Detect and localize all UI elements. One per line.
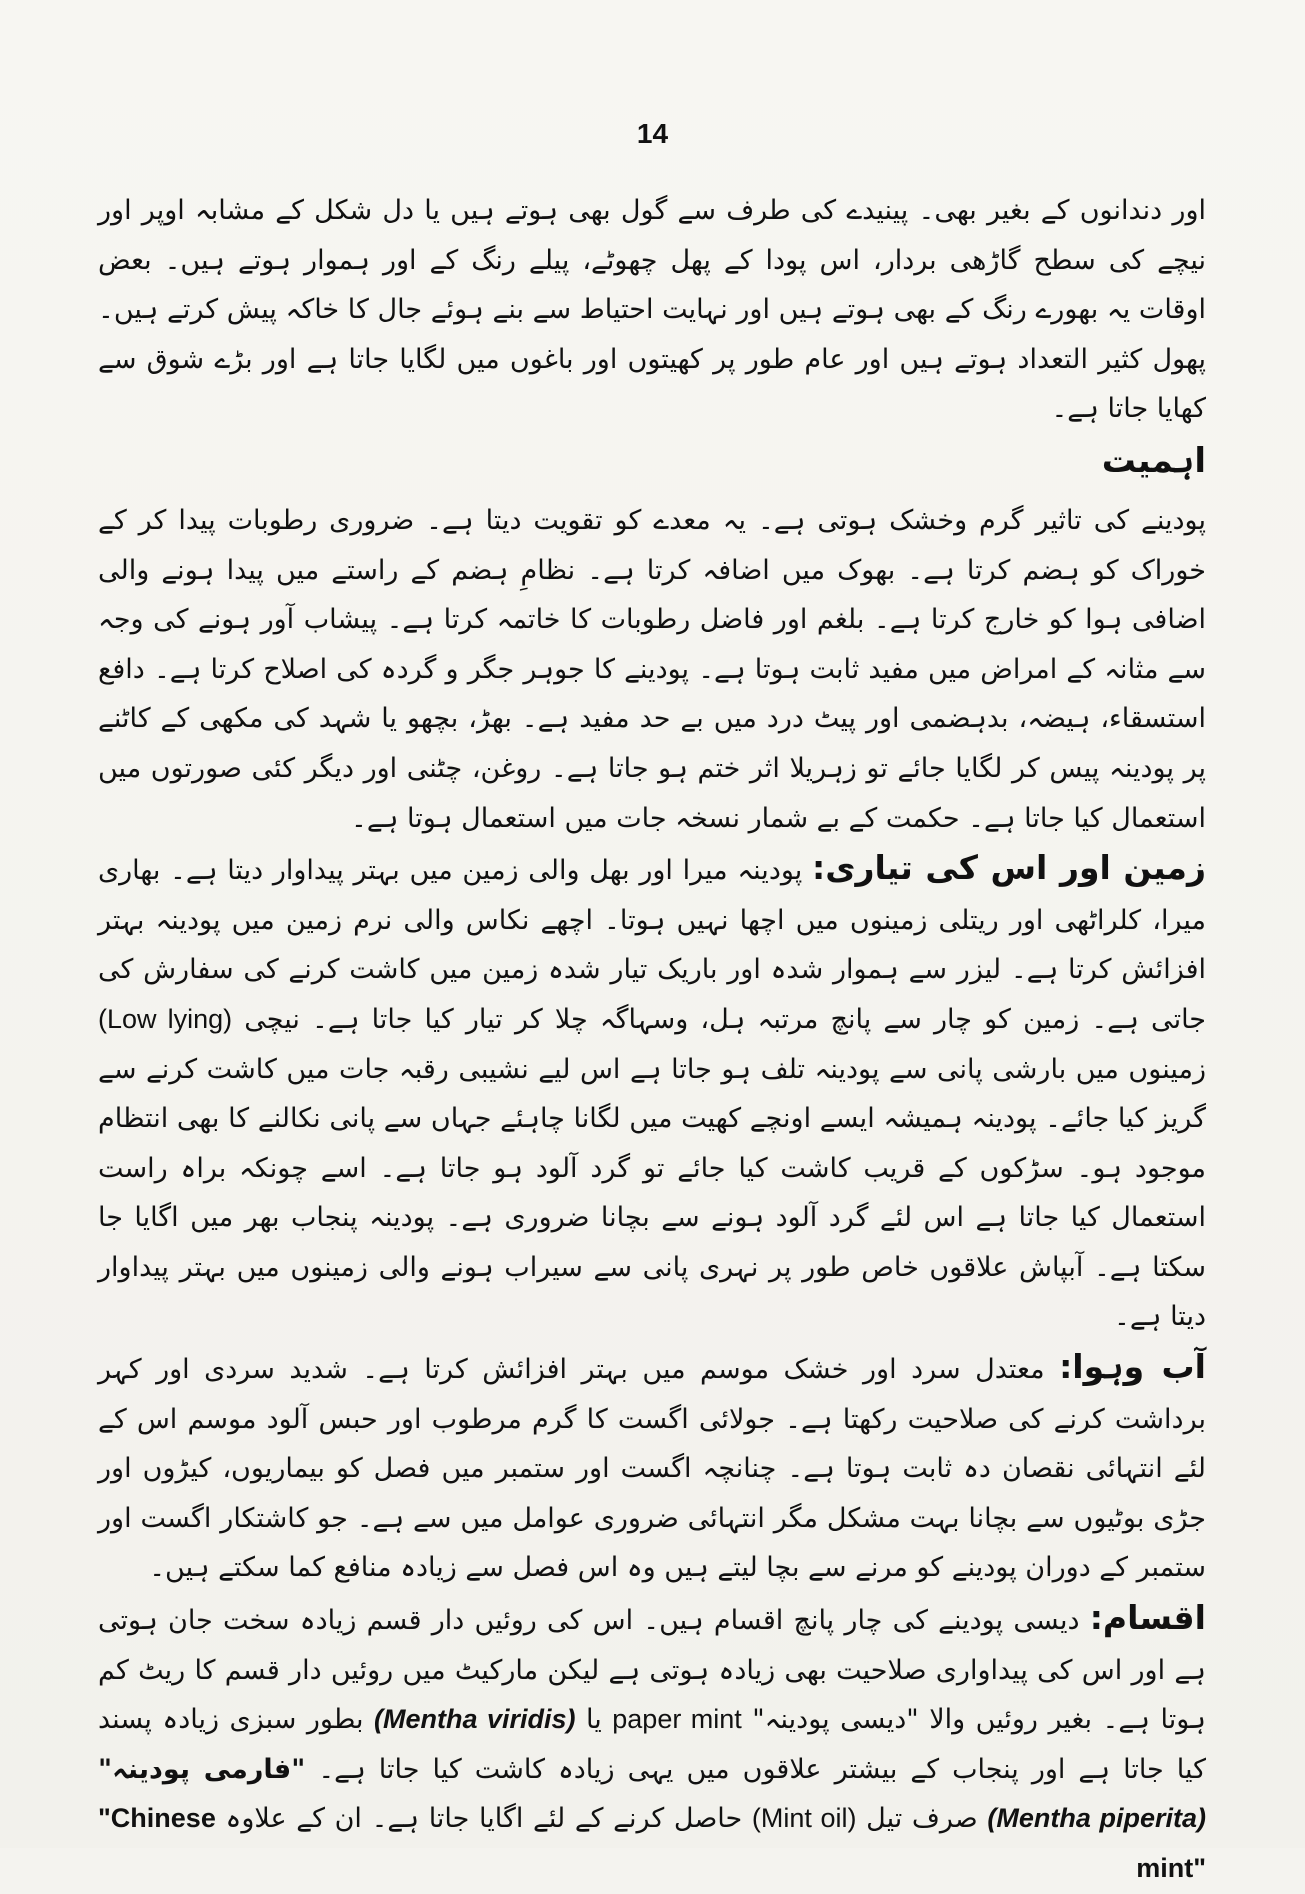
- varieties-paragraph: [98, 1593, 1206, 1894]
- climate-paragraph: [98, 1342, 1206, 1593]
- section-heading-importance: اہمیت: [1101, 440, 1206, 481]
- intro-paragraph: اور دندانوں کے بغیر بھی۔ پینیدے کی طرف سے گول بھی ہوتے ہیں یا دل شکل کے مشابہ اوپر اور نیچے کی سطح گاڑھی بردار، اس پودا کے پھل چھوٹے، پیلے رنگ کے اور ہموار ہوتے ہیں۔ بعض اوقات یہ بھورے رنگ کے بھی ہوتے ہیں اور نہایت احتیاط سے بنے ہوئے جال کا خاکہ پیش کرتے ہیں۔ پھول کثیر التعداد ہوتے ہیں اور عام طور پر کھیتوں اور باغوں میں لگایا جاتا ہے اور بڑے شوق سے کھایا جاتا ہے۔: [98, 195, 1206, 425]
- varieties-text-4: حاصل کرنے کے لئے اگایا جاتا ہے۔ ان کے علاوہ: [225, 1803, 743, 1835]
- soil-english-term: (Low lying): [98, 1003, 233, 1034]
- paper-mint-term: paper mint: [612, 1704, 742, 1735]
- soil-text-2: زمینوں میں بارشی پانی سے پودینہ تلف ہو جاتا ہے اس لیے نشیبی رقبہ جات میں کاشت کرنے سے گریز کیا جائے۔ پودینہ ہمیشہ ایسے اونچے کھیت میں لگانا چاہئے جہاں سے پانی نکالنے کا بھی انتظام موجود ہو۔ سڑکوں کے قریب کاشت کیا جائے تو گرد آلود ہو جاتا ہے۔ اسے چونکہ براہ راست استعمال کیا جاتا ہے اس لئے گرد آلود ہونے سے بچانا ضروری ہے۔ پودینہ پنجاب بھر میں اگایا جا سکتا ہے۔ آبپاش علاقوں خاص طور پر نہری پانی سے سیراب ہونے والی زمینوں میں بہتر پیداوار دیتا ہے۔: [98, 1053, 1206, 1333]
- varieties-or: یا: [586, 1704, 602, 1736]
- page-content: [98, 186, 1206, 1894]
- mint-oil-term: (Mint oil): [751, 1803, 857, 1834]
- soil-paragraph: [98, 843, 1206, 1342]
- varieties-heading: اقسام:: [1089, 1598, 1206, 1638]
- climate-heading: آب وہوا:: [1059, 1347, 1206, 1387]
- chinese-mint-term: "Chinese mint": [98, 1803, 1206, 1883]
- varieties-text-2: بطور سبزی زیادہ پسند کیا جاتا ہے اور پنجاب کے بیشتر علاقوں میں یہی زیادہ کاشت کیا جاتا ہے۔: [98, 1704, 1206, 1785]
- climate-text: معتدل سرد اور خشک موسم میں بہتر افزائش کرتا ہے۔ شدید سردی اور کہر برداشت کرنے کی صلاحیت رکھتا ہے۔ جولائی اگست کا گرم مرطوب اور حبس آلود موسم اس کے لئے انتہائی نقصان دہ ثابت ہوتا ہے۔ چنانچہ اگست اور ستمبر میں فصل کو بیماریوں، کیڑوں اور جڑی بوٹیوں سے بچانا بہت مشکل مگر انتہائی ضروری عوامل میں سے ہے۔ جو کاشتکار اگست اور ستمبر کے دوران پودینے کو مرنے سے بچا لیتے ہیں وہ اس فصل سے زیادہ منافع کما سکتے ہیں۔: [98, 1354, 1206, 1584]
- soil-heading: زمین اور اس کی تیاری:: [812, 848, 1206, 888]
- mentha-piperita-term: (Mentha piperita): [987, 1803, 1207, 1834]
- soil-text-1: پودینہ میرا اور بھل والی زمین میں بہتر پیداوار دیتا ہے۔ بھاری میرا، کلراٹھی اور ریتلی زمینوں میں اچھا نہیں ہوتا۔ اچھے نکاس والی نرم زمین میں پودینہ بہتر افزائش کرتا ہے۔ لیزر سے ہموار شدہ اور باریک تیار شدہ زمین میں کاشت کرنے کی سفارش کی جاتی ہے۔ زمین کو چار سے پانچ مرتبہ ہل، وسہاگہ چلا کر تیار کیا جاتا ہے۔ نیچی: [98, 855, 1206, 1035]
- farmi-pudina-label: "فارمی پودینہ": [98, 1753, 306, 1785]
- mentha-viridis-term: (Mentha viridis): [374, 1704, 576, 1735]
- page-number: 14: [636, 118, 669, 149]
- varieties-text-1: دیسی پودینے کی چار پانچ اقسام ہیں۔ اس کی روئیں دار قسم زیادہ سخت جان ہوتی ہے اور اس کی پیداواری صلاحیت بھی زیادہ ہوتی ہے لیکن مارکیٹ میں روئیں دار قسم کا ریٹ کم ہوتا ہے۔ بغیر روئیں والا "دیسی پودینہ": [98, 1605, 1207, 1736]
- varieties-text-3: صرف تیل: [866, 1803, 978, 1835]
- importance-paragraph: پودینے کی تاثیر گرم وخشک ہوتی ہے۔ یہ معدے کو تقویت دیتا ہے۔ ضروری رطوبات پیدا کر کے خوراک کو ہضم کرتا ہے۔ بھوک میں اضافہ کرتا ہے۔ نظامِ ہضم کے راستے میں پیدا ہونے والی اضافی ہوا کو خارج کرتا ہے۔ بلغم اور فاضل رطوبات کا خاتمہ کرتا ہے۔ پیشاب آور ہونے کی وجہ سے مثانہ کے امراض میں مفید ثابت ہوتا ہے۔ پودینے کا جوہر جگر و گردہ کی اصلاح کرتا ہے۔ دافع استسقاء، ہیضہ، بدہضمی اور پیٹ درد میں بے حد مفید ہے۔ بھڑ، بچھو یا شہد کی مکھی کے کاٹنے پر پودینہ پیس کر لگایا جائے تو زہریلا اثر ختم ہو جاتا ہے۔ روغن، چٹنی اور دیگر کئی صورتوں میں استعمال کیا جاتا ہے۔ حکمت کے بے شمار نسخہ جات میں استعمال ہوتا ہے۔: [98, 504, 1206, 834]
